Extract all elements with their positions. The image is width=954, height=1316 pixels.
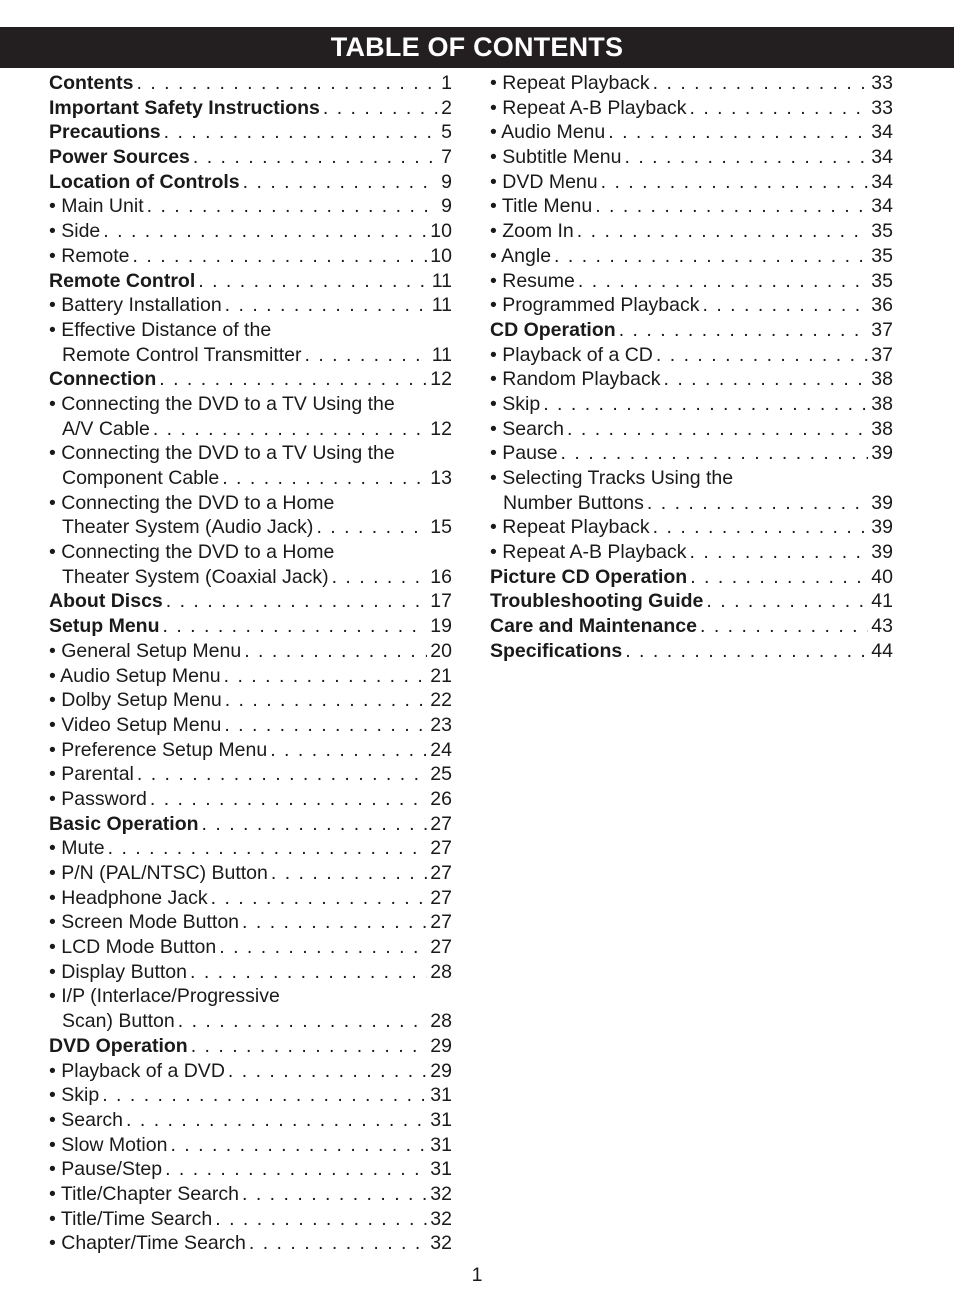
toc-entry[interactable] bbox=[49, 269, 452, 294]
toc-entry-label: • Password bbox=[49, 787, 147, 810]
toc-entry-label: Number Buttons bbox=[503, 491, 644, 514]
dot-leader bbox=[225, 688, 428, 713]
toc-entry[interactable] bbox=[490, 589, 893, 614]
toc-entry[interactable] bbox=[49, 614, 452, 639]
toc-entry-page: 28 bbox=[430, 1010, 452, 1033]
toc-entry[interactable] bbox=[49, 1059, 452, 1084]
toc-entry-label: Troubleshooting Guide bbox=[490, 590, 704, 613]
toc-entry[interactable] bbox=[49, 194, 452, 219]
toc-entry-page: 39 bbox=[871, 516, 893, 539]
toc-entry[interactable] bbox=[49, 910, 452, 935]
toc-entry[interactable] bbox=[490, 343, 893, 368]
toc-entry[interactable] bbox=[490, 540, 893, 565]
toc-entry-page: 2 bbox=[441, 96, 452, 119]
toc-left-column bbox=[49, 71, 452, 1256]
toc-entry-label: Power Sources bbox=[49, 146, 190, 169]
toc-entry-label: • Repeat A-B Playback bbox=[490, 541, 687, 564]
toc-entry[interactable] bbox=[490, 194, 893, 219]
toc-entry-label: Important Safety Instructions bbox=[49, 96, 320, 119]
toc-entry-label: • Programmed Playback bbox=[490, 294, 700, 317]
toc-entry-page: 23 bbox=[430, 713, 452, 736]
toc-entry-label: Care and Maintenance bbox=[490, 615, 697, 638]
toc-entry-label: • Dolby Setup Menu bbox=[49, 689, 222, 712]
dot-leader bbox=[243, 170, 438, 195]
toc-entry[interactable] bbox=[49, 984, 452, 1009]
dot-leader bbox=[249, 1231, 427, 1256]
dot-leader bbox=[601, 170, 869, 195]
dot-leader bbox=[225, 293, 429, 318]
toc-entry[interactable] bbox=[49, 1083, 452, 1108]
toc-entry-label: Remote Control Transmitter bbox=[62, 343, 302, 366]
dot-leader bbox=[323, 96, 438, 121]
dot-leader bbox=[219, 935, 427, 960]
toc-entry[interactable] bbox=[49, 441, 452, 466]
toc-entry[interactable] bbox=[490, 145, 893, 170]
dot-leader bbox=[103, 219, 427, 244]
toc-entry-label: • General Setup Menu bbox=[49, 639, 242, 662]
dot-leader bbox=[222, 466, 427, 491]
dot-leader bbox=[166, 589, 428, 614]
toc-entry[interactable] bbox=[49, 935, 452, 960]
dot-leader bbox=[153, 417, 427, 442]
toc-entry-page: 7 bbox=[441, 146, 452, 169]
toc-entry[interactable] bbox=[490, 96, 893, 121]
toc-entry-label: • Remote bbox=[49, 244, 130, 267]
toc-entry-label: • Audio Setup Menu bbox=[49, 664, 221, 687]
toc-entry-label: • Random Playback bbox=[490, 368, 661, 391]
dot-leader bbox=[202, 812, 428, 837]
toc-entry-label: • DVD Menu bbox=[490, 170, 598, 193]
toc-entry-label: • Skip bbox=[49, 1084, 100, 1107]
dot-leader bbox=[170, 1133, 427, 1158]
toc-entry-label: Location of Controls bbox=[49, 170, 240, 193]
dot-leader bbox=[164, 120, 439, 145]
toc-entry-page: 43 bbox=[871, 615, 893, 638]
dot-leader bbox=[561, 441, 869, 466]
toc-entry-page: 16 bbox=[430, 565, 452, 588]
toc-entry[interactable] bbox=[49, 688, 452, 713]
dot-leader bbox=[228, 1059, 427, 1084]
dot-leader bbox=[656, 343, 868, 368]
dot-leader bbox=[242, 910, 427, 935]
toc-entry-label: • Chapter/Time Search bbox=[49, 1232, 246, 1255]
toc-entry-page: 34 bbox=[871, 170, 893, 193]
toc-entry-label: • Pause bbox=[490, 442, 558, 465]
toc-entry-label: Contents bbox=[49, 72, 134, 94]
dot-leader bbox=[690, 565, 868, 590]
toc-entry[interactable] bbox=[49, 318, 452, 343]
toc-entry-label: • Slow Motion bbox=[49, 1133, 168, 1156]
toc-entry-page: 21 bbox=[430, 664, 452, 687]
toc-entry-label: • Effective Distance of the bbox=[49, 318, 272, 341]
toc-entry[interactable] bbox=[49, 1182, 452, 1207]
toc-entry-label: • Selecting Tracks Using the bbox=[490, 467, 734, 489]
toc-entry-label: Precautions bbox=[49, 121, 161, 144]
toc-entry[interactable] bbox=[49, 96, 452, 121]
toc-entry-page: 41 bbox=[871, 590, 893, 613]
toc-entry-page: 10 bbox=[430, 220, 452, 243]
toc-entry-label: Setup Menu bbox=[49, 615, 160, 638]
toc-entry-label: • Skip bbox=[490, 392, 541, 415]
toc-entry-label: • Headphone Jack bbox=[49, 886, 208, 909]
toc-entry[interactable] bbox=[49, 713, 452, 738]
toc-entry-page: 1 bbox=[441, 72, 452, 94]
dot-leader bbox=[190, 960, 427, 985]
toc-entry-label: CD Operation bbox=[490, 318, 616, 341]
toc-entry-label: • Connecting the DVD to a TV Using the bbox=[49, 442, 395, 465]
dot-leader bbox=[224, 713, 427, 738]
toc-entry[interactable] bbox=[49, 540, 452, 565]
toc-entry-label: • Playback of a CD bbox=[490, 343, 653, 366]
toc-entry-label: A/V Cable bbox=[62, 417, 150, 440]
dot-leader bbox=[224, 664, 428, 689]
dot-leader bbox=[163, 614, 428, 639]
toc-entry-page: 31 bbox=[430, 1084, 452, 1107]
toc-entry-page: 35 bbox=[871, 269, 893, 292]
toc-entry[interactable] bbox=[49, 71, 452, 96]
toc-entry-page: 32 bbox=[430, 1232, 452, 1255]
toc-entry[interactable] bbox=[490, 565, 893, 590]
toc-entry-label: DVD Operation bbox=[49, 1034, 188, 1057]
toc-entry-page: 13 bbox=[430, 467, 452, 489]
toc-entry-page: 25 bbox=[430, 763, 452, 786]
dot-leader bbox=[244, 639, 427, 664]
toc-entry[interactable] bbox=[490, 244, 893, 269]
page-number: 1 bbox=[471, 1264, 483, 1286]
dot-leader bbox=[577, 219, 869, 244]
toc-entry-label: • Angle bbox=[490, 244, 552, 267]
toc-entry[interactable] bbox=[49, 343, 452, 368]
toc-entry-label: • Subtitle Menu bbox=[490, 146, 622, 169]
toc-entry-page: 28 bbox=[430, 960, 452, 983]
dot-leader bbox=[567, 417, 868, 442]
dot-leader bbox=[165, 1157, 427, 1182]
toc-entry-label: • Resume bbox=[490, 269, 575, 292]
toc-entry[interactable] bbox=[49, 170, 452, 195]
toc-entry[interactable] bbox=[490, 639, 893, 664]
toc-entry[interactable] bbox=[49, 664, 452, 689]
toc-entry-page: 38 bbox=[871, 368, 893, 391]
toc-entry[interactable] bbox=[49, 836, 452, 861]
dot-leader bbox=[595, 194, 868, 219]
toc-entry-page: 37 bbox=[871, 343, 893, 366]
toc-entry[interactable] bbox=[49, 367, 452, 392]
toc-entry-page: 37 bbox=[871, 318, 893, 341]
dot-leader bbox=[332, 565, 428, 590]
toc-entry[interactable] bbox=[49, 861, 452, 886]
dot-leader bbox=[700, 614, 868, 639]
dot-leader bbox=[102, 1083, 427, 1108]
dot-leader bbox=[198, 269, 429, 294]
toc-entry[interactable] bbox=[490, 441, 893, 466]
dot-leader bbox=[178, 1009, 428, 1034]
title-banner bbox=[0, 27, 954, 68]
toc-entry-label: Specifications bbox=[490, 639, 623, 662]
toc-entry-label: Scan) Button bbox=[62, 1010, 175, 1033]
toc-entry-label: • P/N (PAL/NTSC) Button bbox=[49, 862, 268, 884]
dot-leader bbox=[215, 1207, 427, 1232]
toc-entry-page: 27 bbox=[430, 886, 452, 909]
toc-entry-page: 36 bbox=[871, 294, 893, 317]
toc-entry-page: 9 bbox=[441, 170, 452, 193]
toc-entry[interactable] bbox=[490, 491, 893, 516]
dot-leader bbox=[191, 1034, 428, 1059]
toc-entry[interactable] bbox=[490, 392, 893, 417]
toc-entry-label: About Discs bbox=[49, 590, 163, 613]
toc-entry[interactable] bbox=[490, 614, 893, 639]
toc-entry-label: • Display Button bbox=[49, 960, 187, 983]
toc-entry-label: • Title Menu bbox=[490, 195, 593, 218]
dot-leader bbox=[690, 540, 869, 565]
toc-entry-page: 11 bbox=[431, 294, 452, 317]
dot-leader bbox=[133, 244, 428, 269]
toc-entry-page: 40 bbox=[871, 565, 893, 588]
toc-entry-page: 35 bbox=[871, 244, 893, 267]
toc-entry[interactable] bbox=[49, 886, 452, 911]
toc-entry-label: Component Cable bbox=[62, 467, 220, 489]
toc-entry[interactable] bbox=[49, 1157, 452, 1182]
dot-leader bbox=[305, 343, 429, 368]
dot-leader bbox=[126, 1108, 427, 1133]
toc-entry-page: 27 bbox=[430, 837, 452, 860]
toc-entry-label: Remote Control bbox=[49, 269, 196, 292]
toc-entry-page: 38 bbox=[871, 392, 893, 415]
toc-entry-label: • Connecting the DVD to a TV Using the bbox=[49, 392, 395, 415]
toc-entry-label: • Title/Time Search bbox=[49, 1207, 213, 1230]
dot-leader bbox=[137, 762, 427, 787]
dot-leader bbox=[242, 1182, 427, 1207]
toc-entry[interactable] bbox=[490, 71, 893, 96]
toc-entry-page: 15 bbox=[430, 516, 452, 539]
toc-entry-page: 19 bbox=[430, 615, 452, 638]
toc-entry[interactable] bbox=[49, 293, 452, 318]
dot-leader bbox=[108, 836, 428, 861]
toc-entry[interactable] bbox=[490, 367, 893, 392]
toc-entry-page: 5 bbox=[441, 121, 452, 144]
toc-entry-label: • Video Setup Menu bbox=[49, 713, 222, 736]
toc-entry-label: • Audio Menu bbox=[490, 121, 606, 144]
toc-entry[interactable] bbox=[49, 244, 452, 269]
toc-entry[interactable] bbox=[49, 417, 452, 442]
toc-entry-page: 32 bbox=[430, 1207, 452, 1230]
toc-entry-page: 33 bbox=[871, 72, 893, 94]
toc-entry-label: • I/P (Interlace/Progressive bbox=[49, 985, 280, 1008]
toc-entry-page: 38 bbox=[871, 417, 893, 440]
dot-leader bbox=[625, 639, 868, 664]
toc-entry-page: 22 bbox=[430, 689, 452, 712]
toc-entry-page: 34 bbox=[871, 146, 893, 169]
toc-entry-page: 33 bbox=[871, 96, 893, 119]
page-title: TABLE OF CONTENTS bbox=[330, 32, 624, 62]
toc-entry-label: • Mute bbox=[49, 837, 105, 860]
toc-entry[interactable] bbox=[49, 762, 452, 787]
dot-leader bbox=[703, 293, 869, 318]
toc-entry[interactable] bbox=[490, 417, 893, 442]
toc-entry-page: 27 bbox=[430, 862, 452, 884]
toc-entry-page: 11 bbox=[431, 269, 452, 292]
toc-entry-label: • Playback of a DVD bbox=[49, 1059, 225, 1082]
dot-leader bbox=[270, 738, 427, 763]
toc-entry[interactable] bbox=[49, 812, 452, 837]
toc-entry-page: 26 bbox=[430, 787, 452, 810]
toc-entry-page: 34 bbox=[871, 195, 893, 218]
toc-entry-page: 34 bbox=[871, 121, 893, 144]
toc-entry-page: 35 bbox=[871, 220, 893, 243]
dot-leader bbox=[159, 367, 427, 392]
toc-entry-page: 29 bbox=[430, 1059, 452, 1082]
toc-entry[interactable] bbox=[49, 1133, 452, 1158]
toc-entry[interactable] bbox=[490, 219, 893, 244]
toc-entry-page: 10 bbox=[430, 244, 452, 267]
dot-leader bbox=[664, 367, 869, 392]
toc-entry-page: 24 bbox=[430, 738, 452, 761]
toc-entry-page: 29 bbox=[430, 1034, 452, 1057]
toc-entry-page: 12 bbox=[430, 368, 452, 391]
toc-entry-label: Basic Operation bbox=[49, 812, 199, 835]
toc-entry-label: Picture CD Operation bbox=[490, 565, 688, 588]
toc-entry-label: • Repeat Playback bbox=[490, 516, 650, 539]
dot-leader bbox=[137, 71, 439, 96]
toc-entry-page: 27 bbox=[430, 812, 452, 835]
dot-leader bbox=[543, 392, 868, 417]
dot-leader bbox=[619, 318, 869, 343]
toc-entry[interactable] bbox=[490, 269, 893, 294]
toc-entry-page: 9 bbox=[441, 195, 452, 218]
toc-entry-page: 20 bbox=[430, 639, 452, 662]
dot-leader bbox=[624, 145, 868, 170]
toc-entry-label: Theater System (Coaxial Jack) bbox=[62, 565, 329, 588]
toc-entry[interactable] bbox=[49, 1108, 452, 1133]
toc-entry[interactable] bbox=[49, 565, 452, 590]
dot-leader bbox=[647, 491, 868, 516]
toc-entry[interactable] bbox=[490, 293, 893, 318]
toc-entry-page: 11 bbox=[431, 343, 452, 366]
toc-entry[interactable] bbox=[490, 170, 893, 195]
toc-entry-page: 31 bbox=[430, 1108, 452, 1131]
toc-entry-label: • Zoom In bbox=[490, 220, 574, 243]
dot-leader bbox=[211, 886, 428, 911]
toc-right-column bbox=[490, 71, 893, 664]
toc-entry-page: 12 bbox=[430, 417, 452, 440]
toc-entry[interactable] bbox=[49, 515, 452, 540]
dot-leader bbox=[193, 145, 438, 170]
toc-entry[interactable] bbox=[49, 738, 452, 763]
toc-entry-label: • Screen Mode Button bbox=[49, 911, 240, 934]
dot-leader bbox=[690, 96, 869, 121]
toc-entry[interactable] bbox=[49, 1009, 452, 1034]
dot-leader bbox=[706, 589, 868, 614]
toc-entry[interactable] bbox=[490, 120, 893, 145]
toc-entry[interactable] bbox=[49, 219, 452, 244]
toc-entry-page: 44 bbox=[871, 639, 893, 662]
toc-entry-label: • Connecting the DVD to a Home bbox=[49, 491, 335, 514]
toc-entry[interactable] bbox=[49, 145, 452, 170]
toc-entry-page: 39 bbox=[871, 541, 893, 564]
toc-entry-label: • Side bbox=[49, 220, 101, 243]
dot-leader bbox=[653, 71, 869, 96]
toc-entry[interactable] bbox=[490, 318, 893, 343]
dot-leader bbox=[608, 120, 868, 145]
toc-entry-label: • Search bbox=[490, 417, 565, 440]
toc-entry-page: 39 bbox=[871, 491, 893, 514]
dot-leader bbox=[271, 861, 427, 886]
dot-leader bbox=[150, 787, 427, 812]
toc-entry-page: 27 bbox=[430, 936, 452, 959]
toc-entry-label: • Connecting the DVD to a Home bbox=[49, 541, 335, 564]
toc-entry-label: • Parental bbox=[49, 763, 134, 786]
toc-entry-label: • LCD Mode Button bbox=[49, 936, 217, 959]
toc-entry-label: • Preference Setup Menu bbox=[49, 738, 268, 761]
toc-entry-page: 17 bbox=[430, 590, 452, 613]
toc-entry-page: 27 bbox=[430, 911, 452, 934]
toc-entry[interactable] bbox=[49, 1034, 452, 1059]
toc-entry-label: • Pause/Step bbox=[49, 1158, 163, 1181]
toc-entry-page: 39 bbox=[871, 442, 893, 465]
toc-entry-label: • Main Unit bbox=[49, 195, 144, 218]
toc-entry[interactable] bbox=[49, 589, 452, 614]
toc-entry-label: • Repeat Playback bbox=[490, 72, 650, 94]
toc-entry[interactable] bbox=[490, 466, 893, 491]
toc-entry[interactable] bbox=[49, 639, 452, 664]
toc-entry[interactable] bbox=[49, 787, 452, 812]
toc-entry[interactable] bbox=[49, 960, 452, 985]
toc-entry-page: 31 bbox=[430, 1158, 452, 1181]
dot-leader bbox=[653, 515, 869, 540]
toc-entry-label: • Title/Chapter Search bbox=[49, 1182, 240, 1205]
toc-entry-label: • Search bbox=[49, 1108, 124, 1131]
toc-entry[interactable] bbox=[49, 1207, 452, 1232]
dot-leader bbox=[147, 194, 439, 219]
toc-entry-page: 31 bbox=[430, 1133, 452, 1156]
toc-entry[interactable] bbox=[49, 392, 452, 417]
toc-entry-label: Theater System (Audio Jack) bbox=[62, 516, 314, 539]
dot-leader bbox=[578, 269, 868, 294]
toc-entry[interactable] bbox=[49, 466, 452, 491]
toc-entry-page: 32 bbox=[430, 1182, 452, 1205]
toc-entry-label: • Repeat A-B Playback bbox=[490, 96, 687, 119]
dot-leader bbox=[554, 244, 868, 269]
toc-entry[interactable] bbox=[49, 1231, 452, 1256]
toc-entry[interactable] bbox=[49, 120, 452, 145]
toc-entry[interactable] bbox=[490, 515, 893, 540]
toc-entry-label: • Battery Installation bbox=[49, 294, 222, 317]
toc-entry[interactable] bbox=[49, 491, 452, 516]
toc-entry-label: Connection bbox=[49, 368, 157, 391]
dot-leader bbox=[316, 515, 427, 540]
